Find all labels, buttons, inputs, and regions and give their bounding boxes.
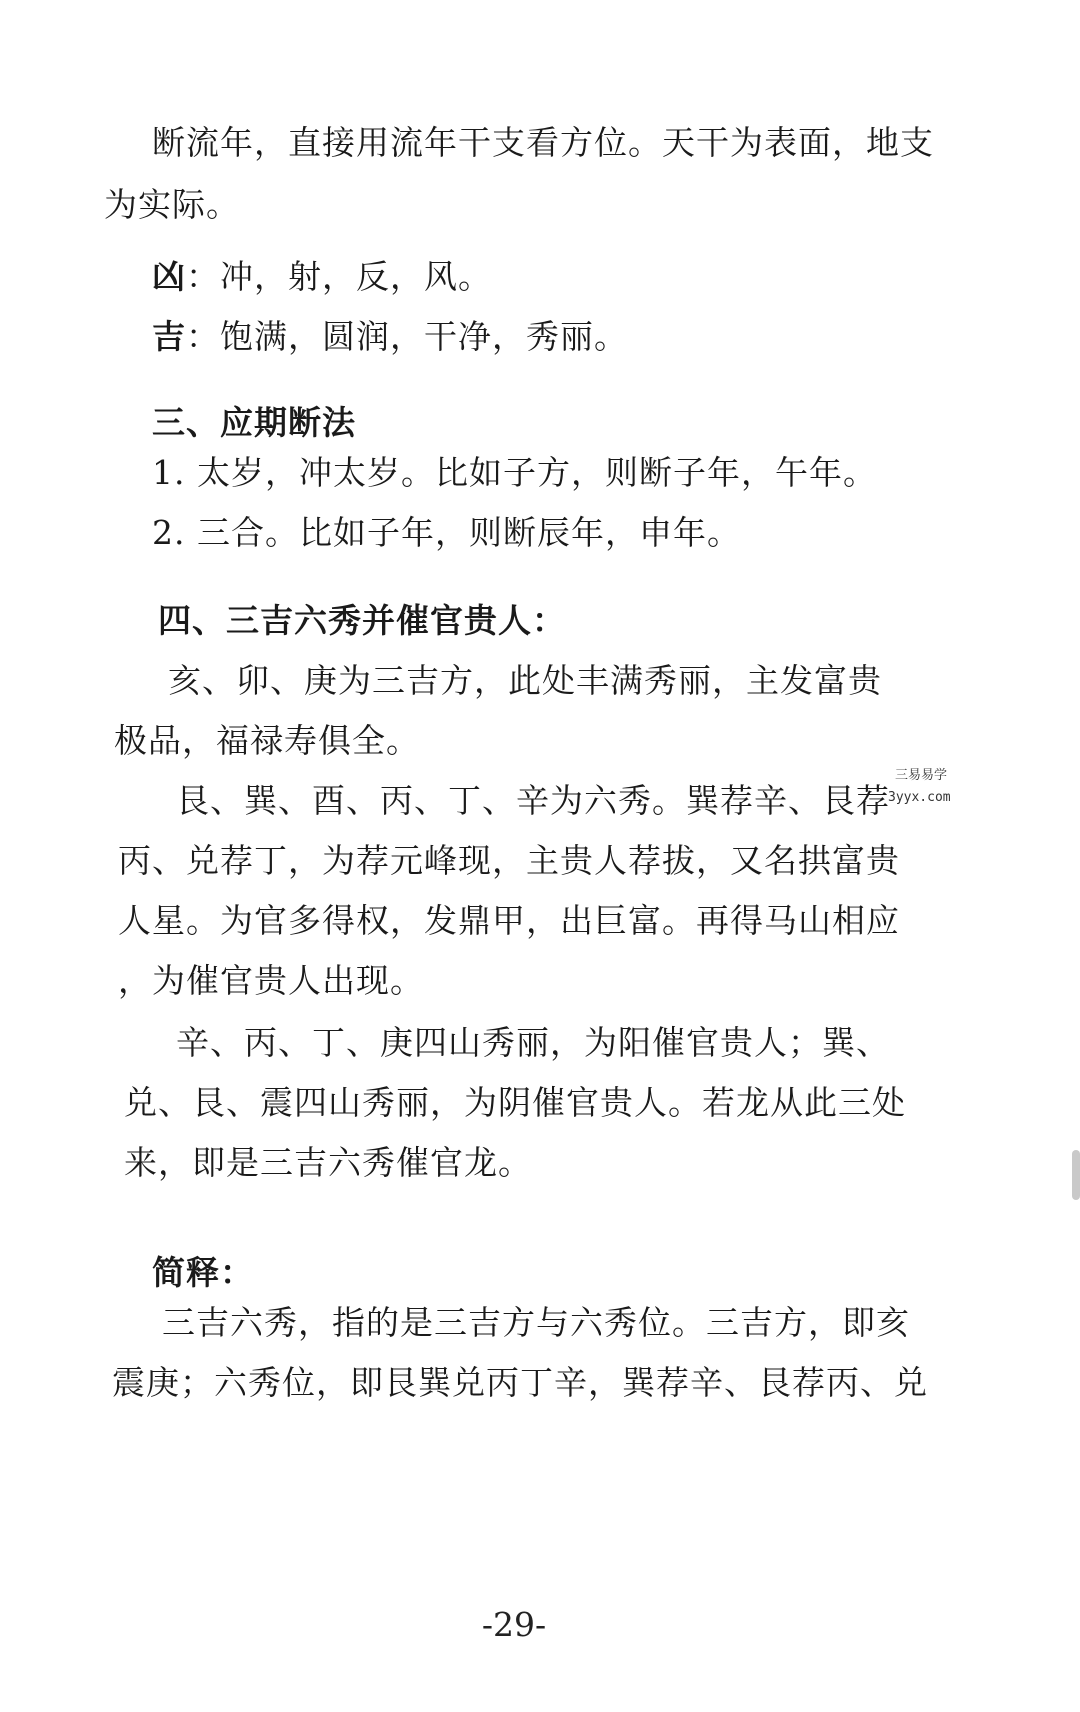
paragraph-line: 辛、丙、丁、庚四山秀丽，为阳催官贵人；巽、 bbox=[176, 1023, 890, 1062]
ji-label: 吉 bbox=[152, 317, 186, 356]
paragraph-line: 来，即是三吉六秀催官龙。 bbox=[124, 1143, 532, 1182]
xiong-text: ：冲，射，反，风。 bbox=[186, 257, 492, 296]
page-number: -29- bbox=[481, 1605, 547, 1644]
watermark-url: 3yyx.com bbox=[888, 790, 951, 805]
watermark-title: 三易易学 bbox=[895, 768, 948, 783]
paragraph-line: 为实际。 bbox=[104, 185, 240, 224]
scrollbar-thumb[interactable] bbox=[1072, 1150, 1080, 1200]
section-heading: 三、应期断法 bbox=[152, 403, 356, 442]
section-heading: 简释： bbox=[152, 1253, 254, 1292]
ji-line bbox=[152, 314, 628, 360]
list-item: 1. 太岁，冲太岁。比如子方，则断子年，午年。 bbox=[152, 453, 877, 492]
section-heading: 四、三吉六秀并催官贵人： bbox=[158, 601, 566, 640]
paragraph-line: 艮、巽、酉、丙、丁、辛为六秀。巽荐辛、艮荐 bbox=[176, 781, 890, 820]
ji-text: ：饱满，圆润，干净，秀丽。 bbox=[186, 317, 628, 356]
paragraph-line: 人星。为官多得权，发鼎甲，出巨富。再得马山相应 bbox=[118, 901, 900, 940]
paragraph-line: 极品，福禄寿俱全。 bbox=[114, 721, 420, 760]
paragraph-line: 兑、艮、震四山秀丽，为阴催官贵人。若龙从此三处 bbox=[124, 1083, 906, 1122]
paragraph-line: 震庚；六秀位，即艮巽兑丙丁辛，巽荐辛、艮荐丙、兑 bbox=[112, 1363, 928, 1402]
paragraph-line: 断流年，直接用流年干支看方位。天干为表面，地支 bbox=[152, 123, 934, 162]
list-item: 2. 三合。比如子年，则断辰年，申年。 bbox=[152, 513, 741, 552]
paragraph-line: 丙、兑荐丁，为荐元峰现，主贵人荐拔，又名拱富贵 bbox=[118, 841, 900, 880]
paragraph-line: 三吉六秀，指的是三吉方与六秀位。三吉方，即亥 bbox=[162, 1303, 910, 1342]
xiong-line bbox=[152, 254, 492, 300]
paragraph-line: ，为催官贵人出现。 bbox=[118, 961, 424, 1000]
xiong-label: 凶 bbox=[152, 257, 186, 296]
paragraph-line: 亥、卯、庚为三吉方，此处丰满秀丽，主发富贵 bbox=[168, 661, 882, 700]
